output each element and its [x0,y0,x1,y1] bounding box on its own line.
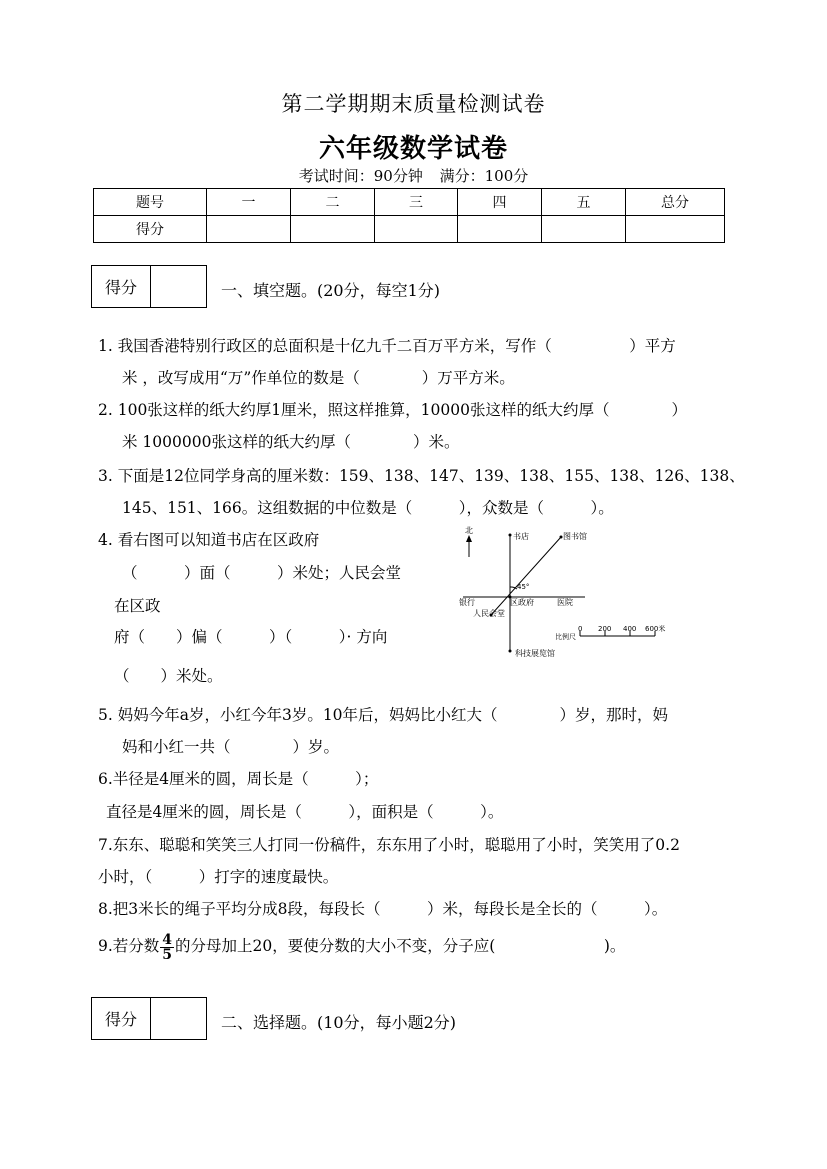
bookstore-point [509,534,512,537]
question-9-prefix: 9.若分数 [98,937,160,955]
score-table-header-cell: 总分 [626,189,725,216]
fraction-four-fifths [160,933,174,962]
scale-tick-label: 400 [623,625,637,633]
score-table-header-cell: 一 [207,189,291,216]
score-table-header-cell: 三 [375,189,458,216]
tech-building-point [509,650,512,653]
section1-score-box [91,265,207,308]
question-4-line-4: 府（ ）偏（ ）（ ）· 方向 [114,628,388,646]
hall-label: 人民会堂 [473,609,505,618]
section2-score-field[interactable] [151,998,206,1039]
score-table-header-row [94,189,725,216]
question-9 [98,930,625,962]
question-4-line-3: 在区政 [114,597,161,615]
library-label: 图书馆 [563,532,587,541]
score-table-row-label: 得分 [94,216,207,243]
angle-label: 45° [517,583,530,591]
score-cell[interactable] [626,216,725,243]
section2-score-label: 得分 [92,998,151,1039]
question-1-line-2: 米 ，改写成用“万”作单位的数是（ ）万平方米。 [122,369,515,387]
scale-tick-label: 0 [578,625,583,633]
question-3-line-2: 145、151、166。这组数据的中位数是（ ），众数是（ ）。 [122,499,614,517]
bookstore-label: 书店 [513,532,529,541]
exam-info [0,165,827,186]
north-label: 北 [465,526,473,535]
question-9-suffix: 的分母加上20，要使分数的大小不变，分子应( )。 [175,937,626,955]
score-cell[interactable] [375,216,458,243]
tech-building-label: 科技展览馆 [515,649,555,658]
scale-tick-label: 200 [598,625,612,633]
bank-label: 银行 [459,598,475,607]
question-2-line-2: 米 1000000张这样的纸大约厚（ ）米。 [122,433,460,451]
question-5-line-2: 妈和小红一共（ ）岁。 [122,738,340,756]
question-8: 8.把3米长的绳子平均分成8段，每段长（ ）米，每段长是全长的（ ）。 [98,900,668,918]
section2-title: 二、选择题。(10分，每小题2分) [221,1013,457,1032]
score-cell[interactable] [542,216,626,243]
score-table-header-cell: 题号 [94,189,207,216]
question-4-line-5: （ ）米处。 [114,667,223,685]
exam-title: 第二学期期末质量检测试卷 [281,92,546,116]
fraction-denominator: 5 [162,946,173,963]
section1-score-label: 得分 [92,266,151,307]
score-table-score-row [94,216,725,243]
question-4-line-2: （ ）面（ ）米处；人民会堂 [122,564,402,582]
section2-score-box [91,997,207,1040]
section1-title: 一、填空题。(20分，每空1分) [221,281,441,300]
score-table-header-cell: 四 [458,189,542,216]
question-3-line-1: 3. 下面是12位同学身高的厘米数：159、138、147、139、138、155、138、126、138、 [98,467,745,485]
scale-tick-label: 600米 [645,625,666,633]
exam-time: 考试时间：90分钟 [298,167,423,185]
question-7-line-1: 7.东东、聪聪和笑笑三人打同一份稿件，东东用了小时，聪聪用了小时，笑笑用了0.2 [98,836,680,854]
school-label: 医院 [557,598,573,607]
exam-full-score: 满分：100分 [439,167,529,185]
exam-subtitle: 六年级数学试卷 [318,134,508,164]
question-7-line-2: 小时，（ ）打字的速度最快。 [98,868,339,886]
north-arrow-head [466,535,472,542]
question-5-line-1: 5. 妈妈今年a岁，小红今年3岁。10年后，妈妈比小红大（ ）岁，那时，妈 [98,706,669,724]
score-table-header-cell: 二 [291,189,375,216]
score-cell[interactable] [207,216,291,243]
question-6-line-2: 直径是4厘米的圆，周长是（ ），面积是（ ）。 [106,803,504,821]
score-cell[interactable] [291,216,375,243]
score-cell[interactable] [458,216,542,243]
question-1-line-1: 1. 我国香港特别行政区的总面积是十亿九千二百万平方米，写作（ ）平方 [98,337,676,355]
location-map [455,523,675,663]
question-4-line-1: 4. 看右图可以知道书店在区政府 [98,531,320,549]
score-table [93,188,725,243]
score-table-header-cell: 五 [542,189,626,216]
question-6-line-1: 6.半径是4厘米的圆，周长是（ ）； [98,770,379,788]
section1-score-field[interactable] [151,266,206,307]
district-gov-label: 区政府 [510,598,534,607]
scale-label: 比例尺 [555,633,576,641]
question-2-line-1: 2. 100张这样的纸大约厚1厘米，照这样推算，10000张这样的纸大约厚（ ） [98,401,687,419]
fraction-numerator: 4 [162,931,173,948]
